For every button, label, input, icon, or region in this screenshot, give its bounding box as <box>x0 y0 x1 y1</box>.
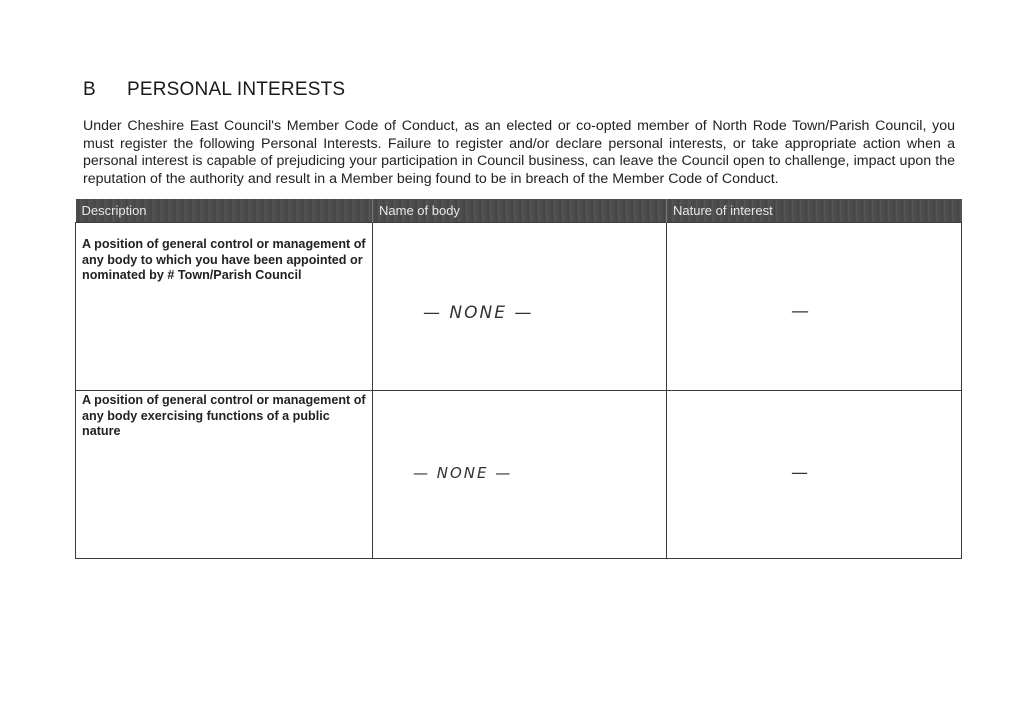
header-nature-of-interest: Nature of interest <box>667 199 962 223</box>
nature-of-interest-cell <box>667 223 962 391</box>
nature-of-interest-value: — <box>791 301 811 322</box>
section-title: PERSONAL INTERESTS <box>127 79 346 100</box>
row-description: A position of general control or management of any body to which you have been appointed or nominated by # Town/Parish Council <box>82 237 366 282</box>
description-cell <box>76 391 373 559</box>
name-of-body-value: — NONE — <box>413 464 513 482</box>
header-description: Description <box>76 199 373 223</box>
intro-paragraph: Under Cheshire East Council's Member Code of Conduct, as an elected or co-opted member of North Rode Town/Parish Council, you must register the following Personal Interests. Failure to register and/or declare personal interests, or take appropriate action when a personal interest is capable of prejudicing your participation in Council business, can leave the Council open to challenge, impact upon the reputation of the authority and result in a Member being found to be in breach of the Member Code of Conduct. <box>83 118 955 187</box>
header-name-of-body: Name of body <box>373 199 667 223</box>
name-of-body-cell <box>373 391 667 559</box>
nature-of-interest-cell <box>667 391 962 559</box>
description-cell <box>76 223 373 391</box>
row-description: A position of general control or management of any body exercising functions of a public nature <box>82 393 366 438</box>
name-of-body-value: — NONE — <box>423 303 534 323</box>
nature-of-interest-value: — <box>791 463 810 483</box>
name-of-body-cell <box>373 223 667 391</box>
section-heading <box>83 79 345 101</box>
table-row <box>76 391 962 559</box>
section-letter: B <box>83 79 96 100</box>
table-header-row <box>76 199 962 223</box>
personal-interests-table <box>75 199 962 559</box>
table-row <box>76 223 962 391</box>
